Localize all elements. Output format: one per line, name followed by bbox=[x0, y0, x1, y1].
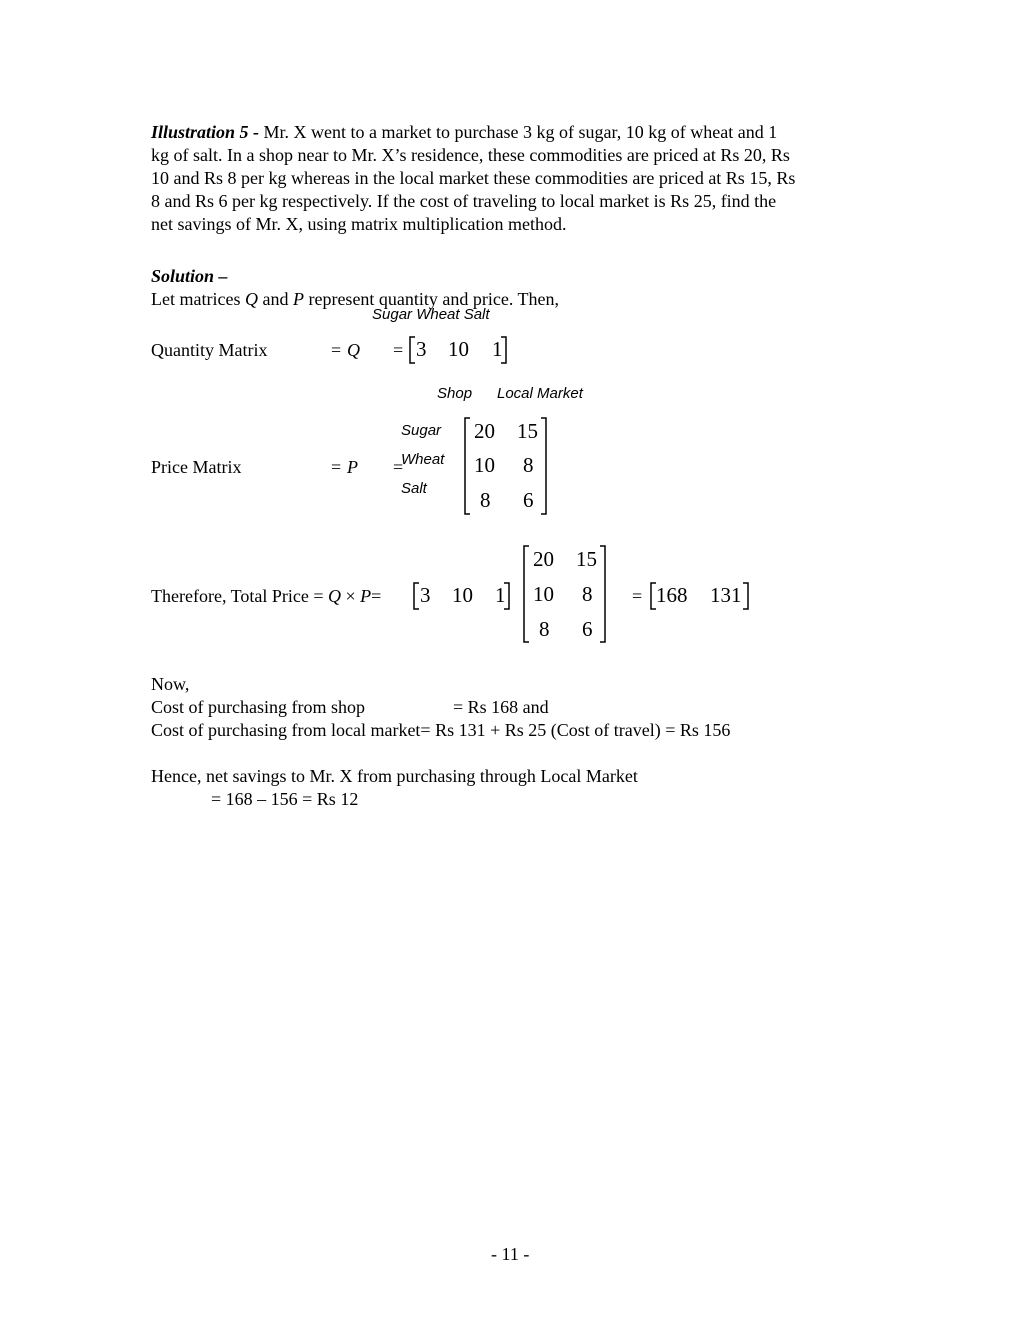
conclusion-shop-value: = Rs 168 and bbox=[453, 697, 549, 717]
total-q-left-bracket bbox=[412, 582, 420, 610]
price-left-bracket bbox=[463, 417, 471, 515]
total-q-value-3: 1 bbox=[495, 583, 506, 607]
price-row-label-sugar: Sugar bbox=[401, 422, 442, 439]
total-q-value-1: 3 bbox=[420, 583, 431, 607]
price-row-label-wheat: Wheat bbox=[401, 451, 445, 468]
quantity-col-headers: Sugar Wheat Salt bbox=[372, 306, 490, 323]
total-eq2: = bbox=[632, 586, 643, 606]
price-symbol: P bbox=[347, 457, 358, 477]
total-p-cell-3-2: 6 bbox=[582, 617, 593, 641]
total-q-value-2: 10 bbox=[452, 583, 473, 607]
conclusion-savings: = 168 – 156 = Rs 12 bbox=[211, 789, 359, 809]
price-cell-wheat-shop: 10 bbox=[474, 453, 495, 477]
solution-intro: Let matrices Q and P represent quantity and price. Then, bbox=[151, 289, 560, 309]
result-right-bracket bbox=[742, 582, 750, 610]
conclusion-now: Now, bbox=[151, 674, 190, 694]
price-cell-salt-local: 6 bbox=[523, 488, 534, 512]
price-row-label-salt: Salt bbox=[401, 480, 427, 497]
total-p-cell-3-1: 8 bbox=[539, 617, 550, 641]
price-cell-sugar-shop: 20 bbox=[474, 419, 495, 443]
illustration-paragraph bbox=[151, 121, 795, 236]
price-cell-sugar-local: 15 bbox=[517, 419, 538, 443]
quantity-label: Quantity Matrix bbox=[151, 340, 268, 360]
illustration-line-4: 8 and Rs 6 per kg respectively. If the cost of traveling to local market is Rs 25, find the bbox=[151, 191, 777, 211]
quantity-eq2: = bbox=[393, 340, 404, 360]
total-p-right-bracket bbox=[599, 545, 607, 643]
total-p-cell-1-1: 20 bbox=[533, 547, 554, 571]
conclusion-local-line: Cost of purchasing from local market= Rs 131 + Rs 25 (Cost of travel) = Rs 156 bbox=[151, 720, 731, 740]
quantity-value-salt: 1 bbox=[492, 337, 503, 361]
total-p-cell-2-2: 8 bbox=[582, 582, 593, 606]
price-eq1: = bbox=[331, 457, 342, 477]
illustration-line-1: Illustration 5 - Mr. X went to a market to purchase 3 kg of sugar, 10 kg of wheat and 1 bbox=[151, 122, 778, 142]
quantity-symbol: Q bbox=[347, 340, 360, 360]
total-q-right-bracket bbox=[503, 582, 511, 610]
total-p-cell-1-2: 15 bbox=[576, 547, 597, 571]
total-p-cell-2-1: 10 bbox=[533, 582, 554, 606]
illustration-line-5: net savings of Mr. X, using matrix multiplication method. bbox=[151, 214, 567, 234]
quantity-value-sugar: 3 bbox=[416, 337, 427, 361]
illustration-label: Illustration 5 - bbox=[151, 122, 260, 142]
result-local: 131 bbox=[710, 583, 742, 607]
page-number: - 11 - bbox=[491, 1244, 530, 1264]
illustration-line-2: kg of salt. In a shop near to Mr. X’s residence, these commodities are priced at Rs 20, Rs bbox=[151, 145, 790, 165]
price-label: Price Matrix bbox=[151, 457, 242, 477]
conclusion-hence: Hence, net savings to Mr. X from purchasing through Local Market bbox=[151, 766, 638, 786]
total-label: Therefore, Total Price = Q × P= bbox=[151, 586, 382, 606]
quantity-value-wheat: 10 bbox=[448, 337, 469, 361]
price-right-bracket bbox=[540, 417, 548, 515]
quantity-eq1: = bbox=[331, 340, 342, 360]
price-cell-wheat-local: 8 bbox=[523, 453, 534, 477]
price-eq2: = bbox=[393, 457, 404, 477]
result-shop: 168 bbox=[656, 583, 688, 607]
price-col-header-local: Local Market bbox=[497, 385, 583, 402]
price-cell-salt-shop: 8 bbox=[480, 488, 491, 512]
price-col-header-shop: Shop bbox=[437, 385, 473, 402]
total-p-left-bracket bbox=[522, 545, 530, 643]
quantity-right-bracket bbox=[500, 336, 508, 364]
quantity-left-bracket bbox=[408, 336, 416, 364]
illustration-line-3: 10 and Rs 8 per kg whereas in the local market these commodities are priced at Rs 15, Rs bbox=[151, 168, 796, 188]
solution-heading: Solution – bbox=[151, 266, 228, 286]
conclusion-shop-label: Cost of purchasing from shop bbox=[151, 697, 365, 717]
